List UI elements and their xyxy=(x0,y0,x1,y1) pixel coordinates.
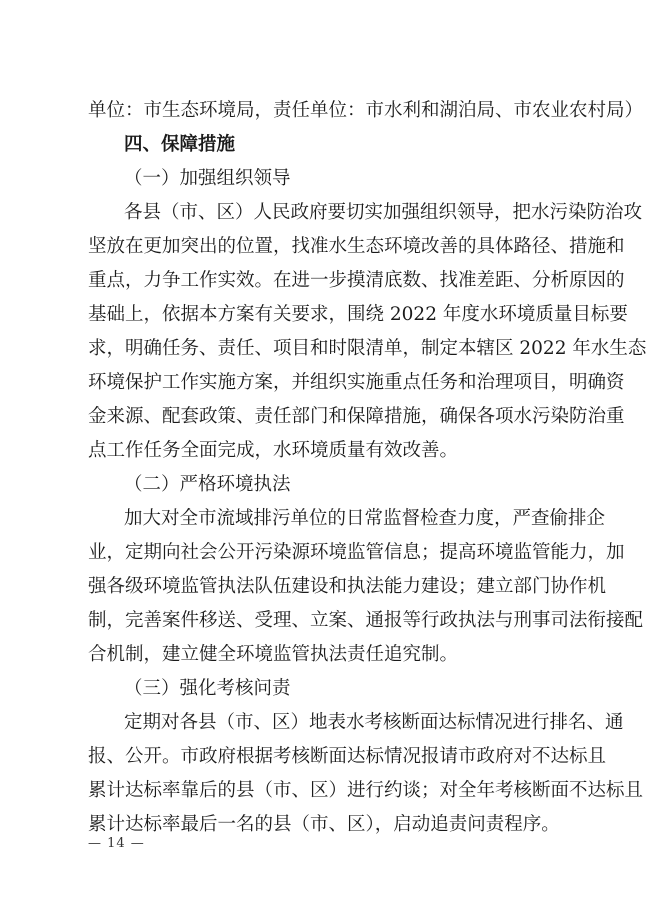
text-line: 定期对各县（市、区）地表水考核断面达标情况进行排名、通 xyxy=(124,712,624,733)
section-heading: 四、保障措施 xyxy=(124,134,236,155)
text-line: 基础上，依据本方案有关要求，围绕 2022 年度水环境质量目标要 xyxy=(88,304,628,325)
text-line: 合机制，建立健全环境监管执法责任追究制。 xyxy=(88,644,459,665)
text-line: 求，明确任务、责任、项目和时限清单，制定本辖区 2022 年水生态 xyxy=(88,338,647,359)
subsection-heading: （二）严格环境执法 xyxy=(124,474,291,495)
subsection-heading: （三）强化考核问责 xyxy=(124,678,291,699)
text-line: 加大对全市流域排污单位的日常监督检查力度，严查偷排企 xyxy=(124,508,606,529)
text-line: 坚放在更加突出的位置，找准水生态环境改善的具体路径、措施和 xyxy=(88,236,625,257)
text-line: 累计达标率靠后的县（市、区）进行约谈；对全年考核断面不达标且 xyxy=(88,780,644,801)
text-line: 金来源、配套政策、责任部门和保障措施，确保各项水污染防治重 xyxy=(88,406,625,427)
text-line: 业，定期向社会公开污染源环境监管信息；提高环境监管能力，加 xyxy=(88,542,625,563)
text-line: 强各级环境监管执法队伍建设和执法能力建设；建立部门协作机 xyxy=(88,576,607,597)
text-line: 重点，力争工作实效。在进一步摸清底数、找准差距、分析原因的 xyxy=(88,270,625,291)
text-line: 累计达标率最后一名的县（市、区），启动追责问责程序。 xyxy=(88,814,560,835)
text-line: 制，完善案件移送、受理、立案、通报等行政执法与刑事司法衔接配 xyxy=(88,610,644,631)
text-line: 点工作任务全面完成，水环境质量有效改善。 xyxy=(88,440,459,461)
text-line: 各县（市、区）人民政府要切实加强组织领导，把水污染防治攻 xyxy=(124,202,643,223)
text-line: 单位：市生态环境局，责任单位：市水利和湖泊局、市农业农村局） xyxy=(88,100,644,121)
subsection-heading: （一）加强组织领导 xyxy=(124,168,291,189)
text-line: 环境保护工作实施方案，并组织实施重点任务和治理项目，明确资 xyxy=(88,372,625,393)
page-number: — 14 — xyxy=(88,836,145,851)
text-line: 报、公开。市政府根据考核断面达标情况报请市政府对不达标且 xyxy=(88,746,607,767)
